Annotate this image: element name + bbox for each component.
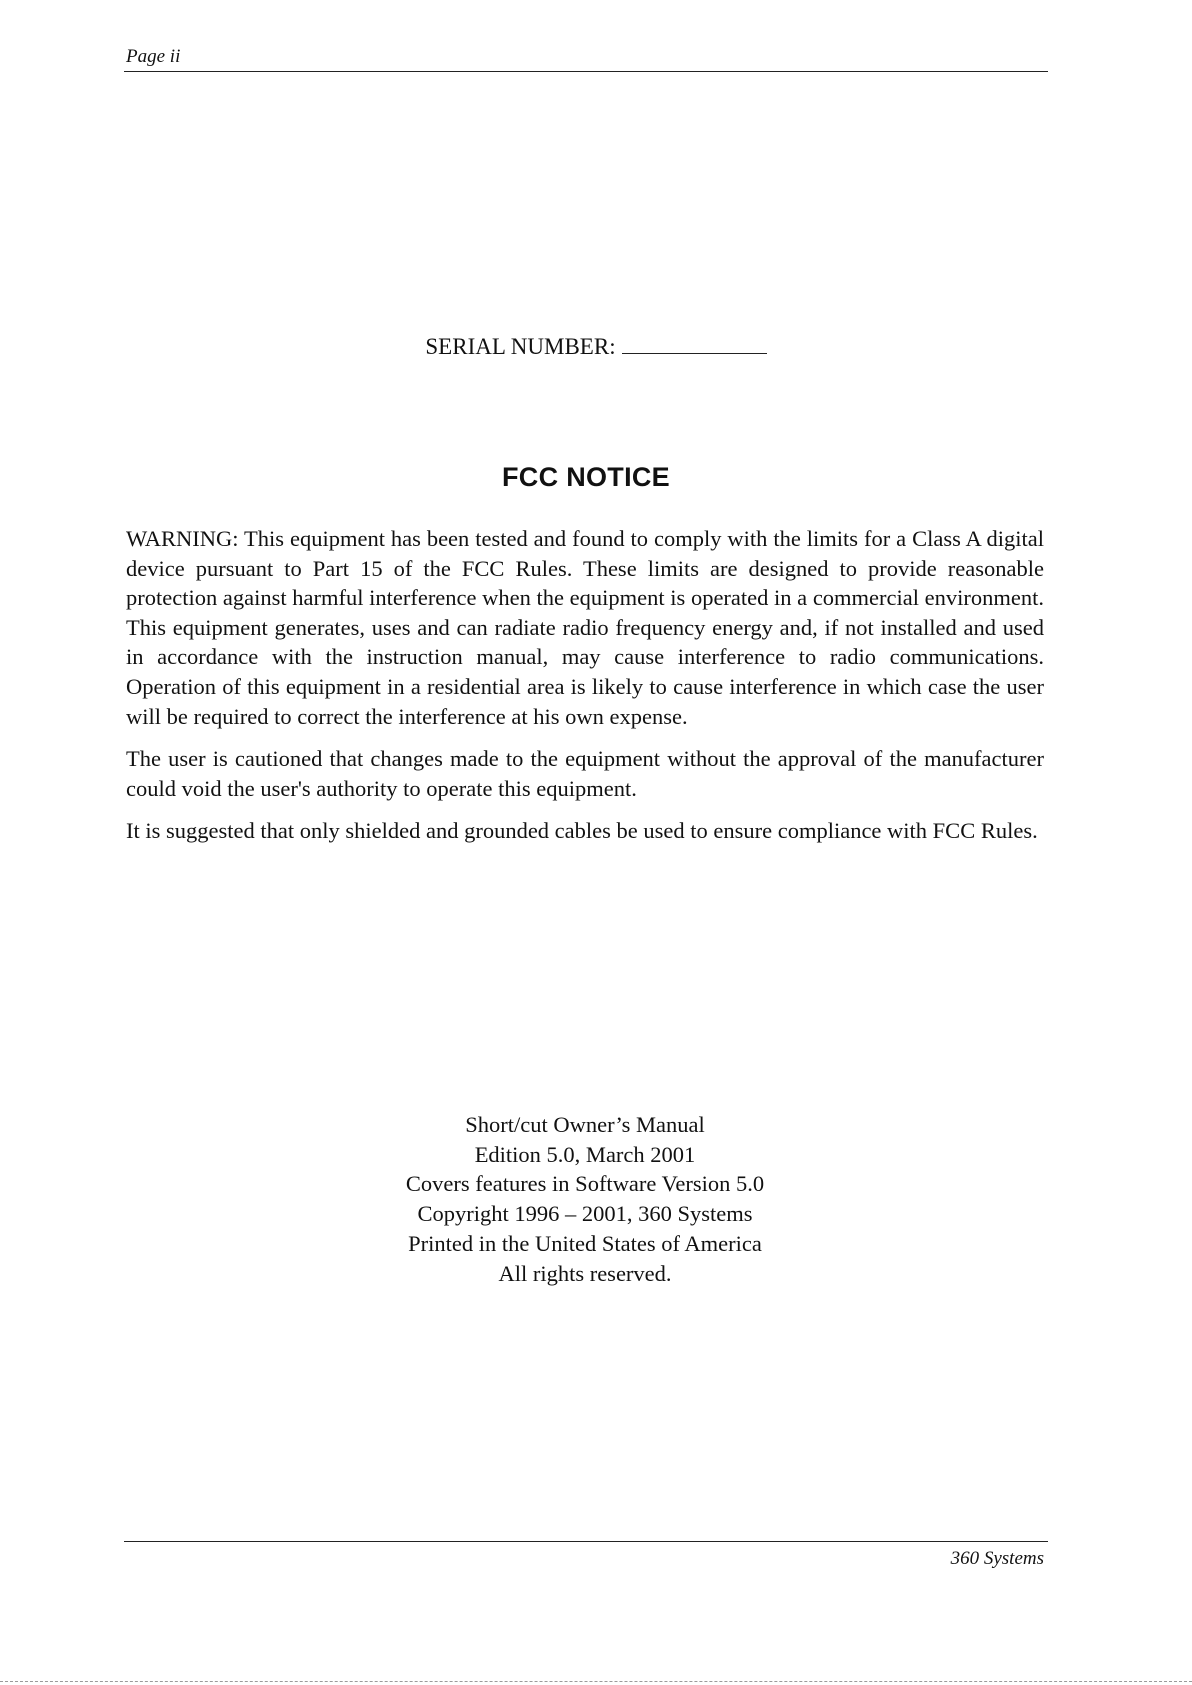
colophon xyxy=(0,1110,1170,1288)
publisher-name: 360 Systems xyxy=(950,1548,1044,1569)
fcc-notice-title: FCC NOTICE xyxy=(502,462,670,492)
rights-reserved-line: All rights reserved. xyxy=(498,1260,672,1286)
manual-title: Short/cut Owner’s Manual xyxy=(465,1112,705,1137)
fcc-notice-body xyxy=(126,524,1044,859)
serial-number-label: SERIAL NUMBER: xyxy=(425,334,616,359)
edition-line: Edition 5.0, March 2001 xyxy=(474,1141,696,1167)
running-footer xyxy=(124,1541,1048,1572)
copyright-line: Copyright 1996 – 2001, 360 Systems xyxy=(417,1201,753,1227)
software-version-line: Covers features in Software Version 5.0 xyxy=(405,1171,765,1197)
fcc-caution-paragraph: The user is cautioned that changes made to the equipment without the approval of the manufacturer could void the user's authority to operate this equipment. xyxy=(126,746,1044,801)
fcc-warning-paragraph: WARNING: This equipment has been tested and found to comply with the limits for a Class A digital device pursuant to Part 15 of the FCC Rules. These limits are designed to provide reasonable protection against harmful interference when the equipment is operated in a commercial environment. This equipment generates, uses and can radiate radio frequency energy and, if not installed and used in accordance with the instruction manual, may cause interference to radio communications. Operation of this equipment in a residential area is likely to cause interference in which case the user will be required to correct the interference at his own expense. xyxy=(126,526,1044,729)
running-header xyxy=(124,40,1048,72)
fcc-cables-paragraph: It is suggested that only shielded and grounded cables be used to ensure compliance with FCC Rules. xyxy=(126,818,1038,844)
serial-number-blank xyxy=(622,332,767,354)
page-number: Page ii xyxy=(126,46,181,67)
printed-in-line: Printed in the United States of America xyxy=(408,1230,762,1256)
serial-number-line xyxy=(0,332,1192,362)
scan-edge-divider xyxy=(0,1681,1192,1682)
